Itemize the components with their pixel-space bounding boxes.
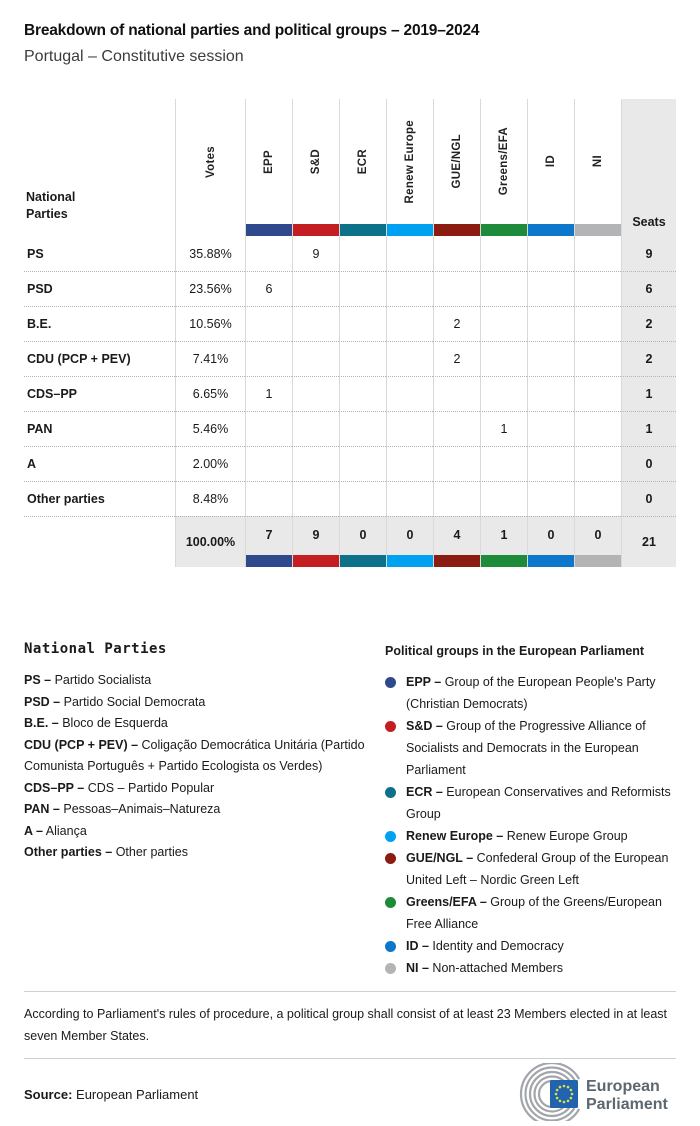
- seat-count-cell: [527, 341, 574, 376]
- seat-count-cell: [386, 306, 433, 341]
- seats-total-cell: 1: [621, 411, 676, 446]
- corner-label-text: National Parties: [26, 190, 76, 221]
- logo-text-line2: Parliament: [586, 1096, 668, 1113]
- seat-count-cell: [574, 376, 621, 411]
- legend-party-item: PSD – Partido Social Democrata: [24, 694, 206, 709]
- votes-value-cell: 10.56%: [175, 306, 245, 341]
- seats-total-cell: 0: [621, 446, 676, 481]
- group-color-bar: [434, 224, 480, 236]
- political-groups-legend-list: [385, 671, 676, 979]
- seat-count-cell: [574, 411, 621, 446]
- seat-count-cell: [433, 376, 480, 411]
- seat-count-cell: [292, 306, 339, 341]
- votes-value-cell: 8.48%: [175, 481, 245, 516]
- source-label: Source:: [24, 1087, 73, 1102]
- legend-party-item: Other parties – Other parties: [24, 845, 188, 859]
- total-seat-count-cell: 9: [292, 516, 339, 567]
- seat-count-cell: [339, 236, 386, 271]
- legend-group-text: GUE/NGL – Confederal Group of the European United Left – Nordic Green Left: [406, 851, 669, 887]
- group-color-bar: [293, 224, 339, 236]
- seat-count-cell: [245, 446, 292, 481]
- seat-count-cell: [433, 271, 480, 306]
- political-groups-legend: [385, 641, 676, 979]
- group-column-header: [527, 99, 574, 236]
- seat-count-cell: 2: [433, 306, 480, 341]
- seats-total-cell: 6: [621, 271, 676, 306]
- group-color-bar: [246, 224, 292, 236]
- group-color-dot: [385, 897, 396, 908]
- party-name-cell: A: [24, 446, 175, 481]
- group-column-header-text: GUE/NGL: [451, 134, 463, 189]
- legend-group-text: Greens/EFA – Group of the Greens/European Free Alliance: [406, 895, 662, 931]
- votes-value-cell: 2.00%: [175, 446, 245, 481]
- seat-count-cell: [574, 236, 621, 271]
- seat-count-cell: [480, 376, 527, 411]
- source-line: [24, 1087, 198, 1102]
- group-column-header-text: Renew Europe: [404, 119, 416, 204]
- seat-count-cell: [480, 236, 527, 271]
- legend-party-item: B.E. – Bloco de Esquerda: [24, 716, 168, 730]
- group-column-header-text: ECR: [357, 148, 369, 175]
- total-color-bar: [246, 555, 292, 567]
- seat-count-cell: [386, 341, 433, 376]
- total-seat-count-cell: 0: [339, 516, 386, 567]
- group-color-dot: [385, 963, 396, 974]
- party-name-cell: B.E.: [24, 306, 175, 341]
- eu-flag-square: [550, 1080, 578, 1108]
- seat-count-cell: [527, 411, 574, 446]
- seats-column-header: Seats: [621, 99, 676, 236]
- group-column-header: [433, 99, 480, 236]
- seat-count-cell: [386, 481, 433, 516]
- party-name-cell: CDS–PP: [24, 376, 175, 411]
- seat-count-cell: [339, 271, 386, 306]
- seat-count-cell: [245, 411, 292, 446]
- logo-text-line1: European: [586, 1078, 660, 1095]
- seat-count-cell: [292, 481, 339, 516]
- votes-value-cell: 35.88%: [175, 236, 245, 271]
- legend-group-item: [385, 781, 676, 825]
- group-column-header-text: EPP: [263, 149, 275, 174]
- legend-group-text: Renew Europe – Renew Europe Group: [406, 829, 628, 843]
- seat-count-cell: [386, 236, 433, 271]
- seat-count-cell: 9: [292, 236, 339, 271]
- divider-top: [24, 991, 676, 992]
- party-name-cell: PS: [27, 246, 44, 261]
- party-name-cell: CDU (PCP + PEV): [24, 341, 175, 376]
- divider-bottom: [24, 1058, 676, 1059]
- seat-count-cell: [245, 341, 292, 376]
- group-column-header-text: S&D: [310, 148, 322, 175]
- seat-count-cell: [574, 481, 621, 516]
- group-color-dot: [385, 787, 396, 798]
- seat-count-cell: [527, 481, 574, 516]
- legend-group-item: [385, 891, 676, 935]
- european-parliament-logo-icon: [506, 1063, 676, 1121]
- legend-group-item: [385, 957, 676, 979]
- total-color-bar: [575, 555, 621, 567]
- seat-count-cell: [245, 306, 292, 341]
- national-parties-legend: [24, 641, 385, 979]
- group-column-header: [386, 99, 433, 236]
- group-column-header: [480, 99, 527, 236]
- party-name-cell: PAN: [24, 411, 175, 446]
- total-seat-count-cell: 1: [480, 516, 527, 567]
- group-column-header: [245, 99, 292, 236]
- total-color-bar: [528, 555, 574, 567]
- seat-count-cell: 1: [480, 411, 527, 446]
- seat-count-cell: [292, 446, 339, 481]
- legend-group-item: [385, 935, 676, 957]
- seat-count-cell: [339, 411, 386, 446]
- seat-count-cell: [292, 411, 339, 446]
- seat-count-cell: 1: [245, 376, 292, 411]
- seat-count-cell: [433, 236, 480, 271]
- total-seat-count-cell: 0: [386, 516, 433, 567]
- seat-count-cell: [339, 341, 386, 376]
- votes-value-cell: 7.41%: [175, 341, 245, 376]
- seats-total-cell: 2: [621, 341, 676, 376]
- group-column-header-text: Greens/EFA: [498, 127, 510, 196]
- seat-count-cell: [339, 446, 386, 481]
- seat-count-cell: [480, 306, 527, 341]
- legend-group-text: ID – Identity and Democracy: [406, 939, 564, 953]
- votes-value-cell: 5.46%: [175, 411, 245, 446]
- votes-value-cell: 6.65%: [175, 376, 245, 411]
- seat-count-cell: 2: [433, 341, 480, 376]
- page-title: Breakdown of national parties and political groups – 2019–2024: [24, 22, 480, 39]
- total-color-bar: [387, 555, 433, 567]
- party-name-cell: PSD: [24, 271, 175, 306]
- legend-group-item: [385, 671, 676, 715]
- legend-party-item: PAN – Pessoas–Animais–Natureza: [24, 802, 221, 816]
- seat-count-cell: [433, 481, 480, 516]
- seat-count-cell: [480, 481, 527, 516]
- european-parliament-logo: [506, 1063, 676, 1126]
- seat-count-cell: [292, 271, 339, 306]
- legend-group-item: [385, 715, 676, 781]
- seat-count-cell: [386, 411, 433, 446]
- legend-group-text: EPP – Group of the European People's Party (Christian Democrats): [406, 675, 656, 711]
- national-parties-legend-heading: National Parties: [24, 641, 167, 657]
- seat-count-cell: [527, 446, 574, 481]
- legend-group-text: S&D – Group of the Progressive Alliance of Socialists and Democrats in the European Parliament: [406, 719, 646, 777]
- seat-count-cell: [527, 236, 574, 271]
- seat-count-cell: [574, 446, 621, 481]
- party-name-cell: Other parties: [24, 481, 175, 516]
- national-parties-legend-list: [24, 670, 365, 864]
- total-seat-count-cell: 7: [245, 516, 292, 567]
- seat-count-cell: [527, 271, 574, 306]
- group-color-dot: [385, 677, 396, 688]
- group-column-header: [339, 99, 386, 236]
- seat-count-cell: [292, 341, 339, 376]
- group-column-header: [292, 99, 339, 236]
- votes-value-cell: 23.56%: [175, 271, 245, 306]
- votes-column-header: [175, 99, 245, 236]
- seat-count-cell: [386, 271, 433, 306]
- legend-group-text: ECR – European Conservatives and Reformists Group: [406, 785, 671, 821]
- total-seat-count-cell: 0: [527, 516, 574, 567]
- legend-party-item: PS – Partido Socialista: [24, 673, 152, 687]
- seat-count-cell: [480, 341, 527, 376]
- source-value: European Parliament: [76, 1087, 199, 1102]
- total-color-bar: [340, 555, 386, 567]
- seat-count-cell: 6: [245, 271, 292, 306]
- seat-count-cell: [339, 306, 386, 341]
- legend-section: [24, 641, 676, 979]
- legend-group-text: NI – Non-attached Members: [406, 961, 564, 975]
- seat-count-cell: [574, 306, 621, 341]
- national-parties-corner-label: [24, 99, 175, 236]
- group-column-header-text: ID: [545, 155, 557, 168]
- total-color-bar: [434, 555, 480, 567]
- group-color-bar: [387, 224, 433, 236]
- group-color-dot: [385, 853, 396, 864]
- seats-total-cell: 1: [621, 376, 676, 411]
- seat-count-cell: [245, 481, 292, 516]
- seat-count-cell: [386, 376, 433, 411]
- total-seats-cell: 21: [621, 516, 676, 567]
- group-column-header: [574, 99, 621, 236]
- seats-total-cell: 2: [621, 306, 676, 341]
- seat-count-cell: [292, 376, 339, 411]
- group-color-bar: [575, 224, 621, 236]
- footnote-text: According to Parliament's rules of procedure, a political group shall consist of at least 23 Members elected in at least seven Member States.: [24, 1007, 667, 1043]
- seat-count-cell: [574, 341, 621, 376]
- seat-count-cell: [480, 271, 527, 306]
- seat-count-cell: [245, 236, 292, 271]
- group-color-bar: [528, 224, 574, 236]
- group-color-dot: [385, 721, 396, 732]
- group-color-dot: [385, 831, 396, 842]
- seat-count-cell: [339, 376, 386, 411]
- total-seat-count-cell: 4: [433, 516, 480, 567]
- seat-count-cell: [574, 271, 621, 306]
- total-seat-count-cell: 0: [574, 516, 621, 567]
- seat-count-cell: [386, 446, 433, 481]
- total-votes-cell: 100.00%: [175, 516, 245, 567]
- seat-count-cell: [527, 376, 574, 411]
- total-row-spacer: [24, 516, 175, 567]
- group-color-bar: [481, 224, 527, 236]
- total-color-bar: [293, 555, 339, 567]
- footer: [24, 1063, 676, 1126]
- legend-party-item: CDS–PP – CDS – Partido Popular: [24, 780, 215, 795]
- legend-party-item: A – Aliança: [24, 823, 87, 838]
- seat-count-cell: [433, 411, 480, 446]
- seats-total-cell: 9: [621, 236, 676, 271]
- group-column-header-text: NI: [592, 155, 604, 168]
- legend-group-item: [385, 825, 676, 847]
- seat-count-cell: [480, 446, 527, 481]
- seat-count-cell: [339, 481, 386, 516]
- group-color-dot: [385, 941, 396, 952]
- legend-party-item: CDU (PCP + PEV) – Coligação Democrática Unitária (Partido Comunista Português + Partido Ecologista os Verdes): [24, 737, 365, 773]
- legend-group-item: [385, 847, 676, 891]
- page-subtitle: Portugal – Constitutive session: [24, 48, 244, 65]
- total-color-bar: [481, 555, 527, 567]
- parties-table: [24, 99, 676, 567]
- seats-total-cell: 0: [621, 481, 676, 516]
- seat-count-cell: [527, 306, 574, 341]
- political-groups-legend-heading: Political groups in the European Parliament: [385, 644, 645, 658]
- votes-column-header-text: Votes: [204, 145, 217, 178]
- seat-count-cell: [433, 446, 480, 481]
- group-color-bar: [340, 224, 386, 236]
